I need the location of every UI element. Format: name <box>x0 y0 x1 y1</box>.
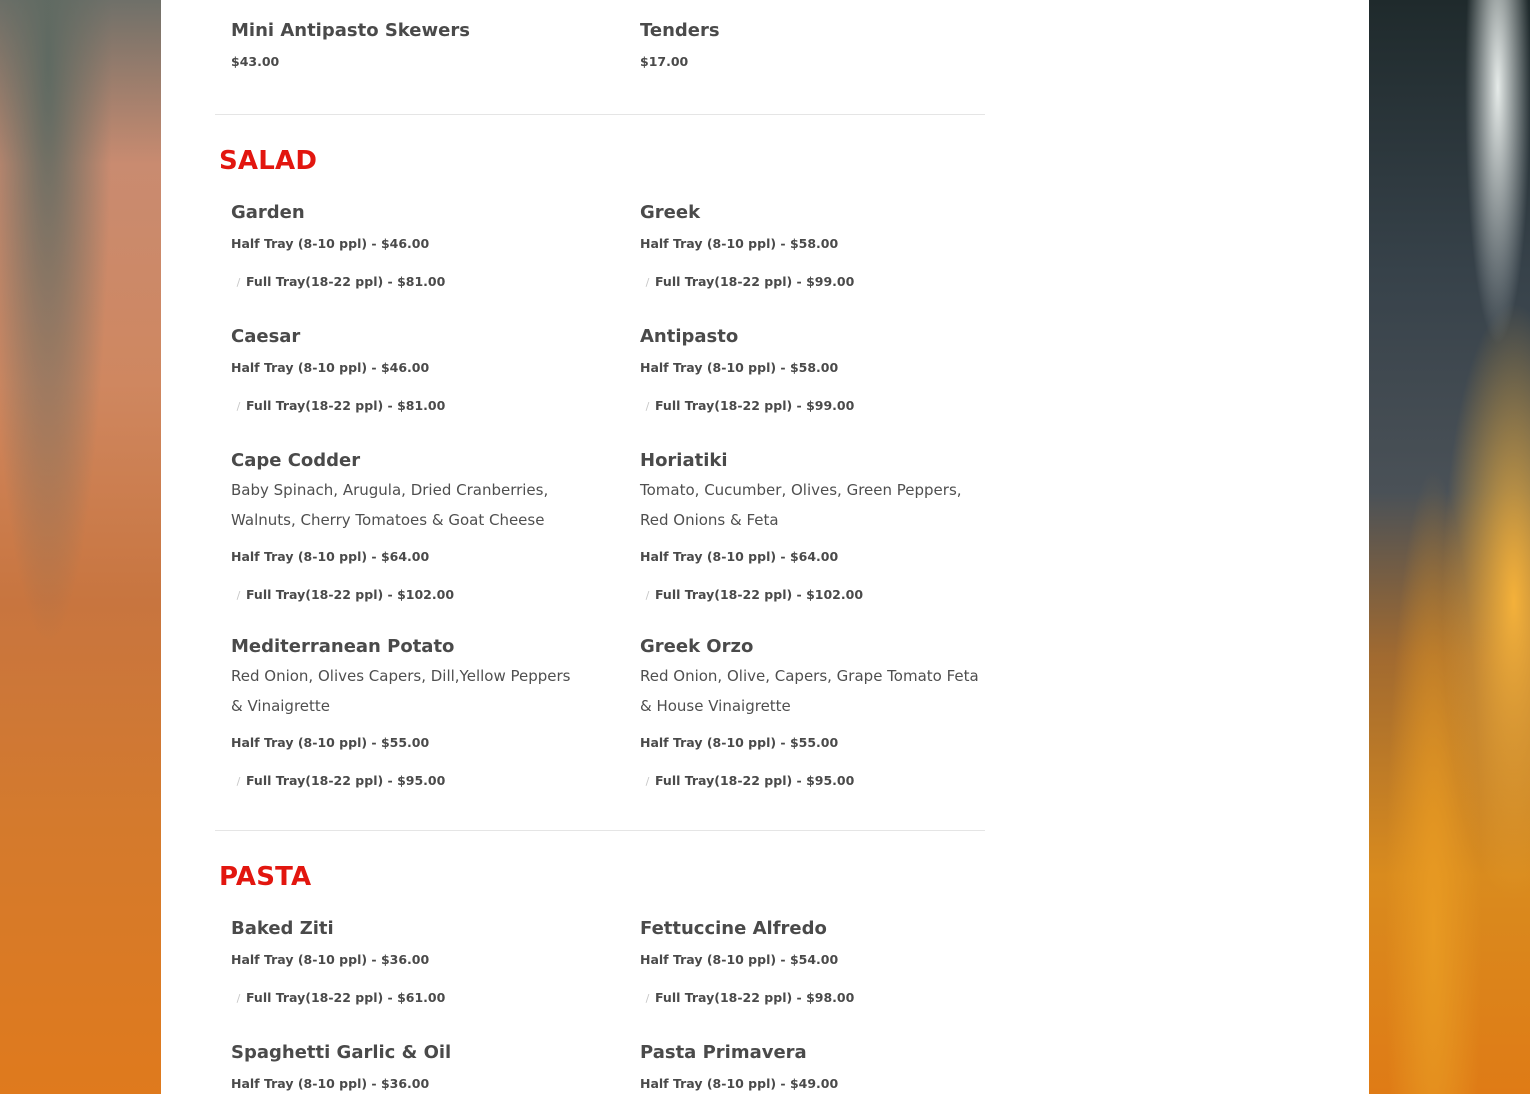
full-tray-line <box>231 990 581 1007</box>
half-tray-price: Half Tray (8-10 ppl) - $58.00 <box>640 236 839 251</box>
menu-item-baked-ziti <box>231 917 581 1007</box>
menu-panel <box>161 0 1369 1094</box>
item-name: Fettuccine Alfredo <box>640 918 827 939</box>
full-tray-price: Full Tray(18-22 ppl) - $102.00 <box>655 587 864 602</box>
full-tray-price: Full Tray(18-22 ppl) - $95.00 <box>655 773 855 788</box>
menu-item-fettuccine-alfredo <box>640 917 990 1007</box>
item-name: Mini Antipasto Skewers <box>231 20 470 41</box>
price-separator: / <box>236 276 241 289</box>
full-tray-line <box>231 587 581 604</box>
full-tray-price: Full Tray(18-22 ppl) - $102.00 <box>246 587 455 602</box>
item-name: Cape Codder <box>231 450 361 471</box>
full-tray-line <box>231 773 581 790</box>
item-description: Baby Spinach, Arugula, Dried Cranberries, Walnuts, Cherry Tomatoes & Goat Cheese <box>231 481 549 529</box>
item-name: Tenders <box>640 20 720 41</box>
price-separator: / <box>645 589 650 602</box>
full-tray-line <box>640 398 990 415</box>
half-tray-price: Half Tray (8-10 ppl) - $36.00 <box>231 1076 430 1091</box>
half-tray-price: Half Tray (8-10 ppl) - $46.00 <box>231 360 430 375</box>
full-tray-price: Full Tray(18-22 ppl) - $81.00 <box>246 274 446 289</box>
menu-item-horiatiki <box>640 449 990 604</box>
section-title-salad: SALAD <box>219 146 318 176</box>
price-separator: / <box>645 400 650 413</box>
full-tray-line <box>640 773 990 790</box>
full-tray-line <box>640 274 990 291</box>
section-divider <box>215 830 985 831</box>
item-price: $17.00 <box>640 54 689 69</box>
half-tray-price: Half Tray (8-10 ppl) - $54.00 <box>640 952 839 967</box>
item-name: Greek Orzo <box>640 636 754 657</box>
price-separator: / <box>236 992 241 1005</box>
price-separator: / <box>236 400 241 413</box>
section-divider <box>215 114 985 115</box>
menu-item-mini-antipasto-skewers <box>231 19 581 70</box>
background-photo-left <box>0 0 161 1094</box>
price-separator: / <box>645 276 650 289</box>
half-tray-price: Half Tray (8-10 ppl) - $64.00 <box>640 549 839 564</box>
half-tray-price: Half Tray (8-10 ppl) - $46.00 <box>231 236 430 251</box>
item-name: Caesar <box>231 326 301 347</box>
background-photo-right <box>1369 0 1530 1094</box>
item-name: Baked Ziti <box>231 918 334 939</box>
half-tray-price: Half Tray (8-10 ppl) - $36.00 <box>231 952 430 967</box>
section-title-pasta: PASTA <box>219 862 312 892</box>
half-tray-price: Half Tray (8-10 ppl) - $58.00 <box>640 360 839 375</box>
menu-item-greek-orzo <box>640 635 990 790</box>
menu-item-garden <box>231 201 581 291</box>
price-separator: / <box>236 775 241 788</box>
menu-item-antipasto <box>640 325 990 415</box>
price-separator: / <box>236 589 241 602</box>
menu-item-greek <box>640 201 990 291</box>
half-tray-price: Half Tray (8-10 ppl) - $55.00 <box>231 735 430 750</box>
full-tray-line <box>640 587 990 604</box>
menu-item-mediterranean-potato <box>231 635 581 790</box>
half-tray-price: Half Tray (8-10 ppl) - $49.00 <box>640 1076 839 1091</box>
full-tray-price: Full Tray(18-22 ppl) - $99.00 <box>655 274 855 289</box>
full-tray-price: Full Tray(18-22 ppl) - $95.00 <box>246 773 446 788</box>
item-name: Garden <box>231 202 305 223</box>
menu-item-caesar <box>231 325 581 415</box>
menu-item-cape-codder <box>231 449 581 604</box>
full-tray-line <box>231 398 581 415</box>
full-tray-price: Full Tray(18-22 ppl) - $61.00 <box>246 990 446 1005</box>
full-tray-line <box>640 990 990 1007</box>
item-price: $43.00 <box>231 54 280 69</box>
menu-item-pasta-primavera <box>640 1041 990 1092</box>
item-name: Greek <box>640 202 701 223</box>
item-name: Mediterranean Potato <box>231 636 455 657</box>
menu-item-tenders <box>640 19 990 70</box>
price-separator: / <box>645 992 650 1005</box>
item-name: Antipasto <box>640 326 739 347</box>
half-tray-price: Half Tray (8-10 ppl) - $55.00 <box>640 735 839 750</box>
full-tray-price: Full Tray(18-22 ppl) - $99.00 <box>655 398 855 413</box>
menu-item-spaghetti-garlic-oil <box>231 1041 581 1092</box>
price-separator: / <box>645 775 650 788</box>
full-tray-line <box>231 274 581 291</box>
half-tray-price: Half Tray (8-10 ppl) - $64.00 <box>231 549 430 564</box>
full-tray-price: Full Tray(18-22 ppl) - $81.00 <box>246 398 446 413</box>
item-description: Red Onion, Olives Capers, Dill,Yellow Peppers & Vinaigrette <box>231 667 571 715</box>
item-description: Tomato, Cucumber, Olives, Green Peppers, Red Onions & Feta <box>640 481 962 529</box>
full-tray-price: Full Tray(18-22 ppl) - $98.00 <box>655 990 855 1005</box>
item-name: Spaghetti Garlic & Oil <box>231 1042 452 1063</box>
item-name: Pasta Primavera <box>640 1042 807 1063</box>
item-name: Horiatiki <box>640 450 728 471</box>
item-description: Red Onion, Olive, Capers, Grape Tomato Feta & House Vinaigrette <box>640 667 979 715</box>
